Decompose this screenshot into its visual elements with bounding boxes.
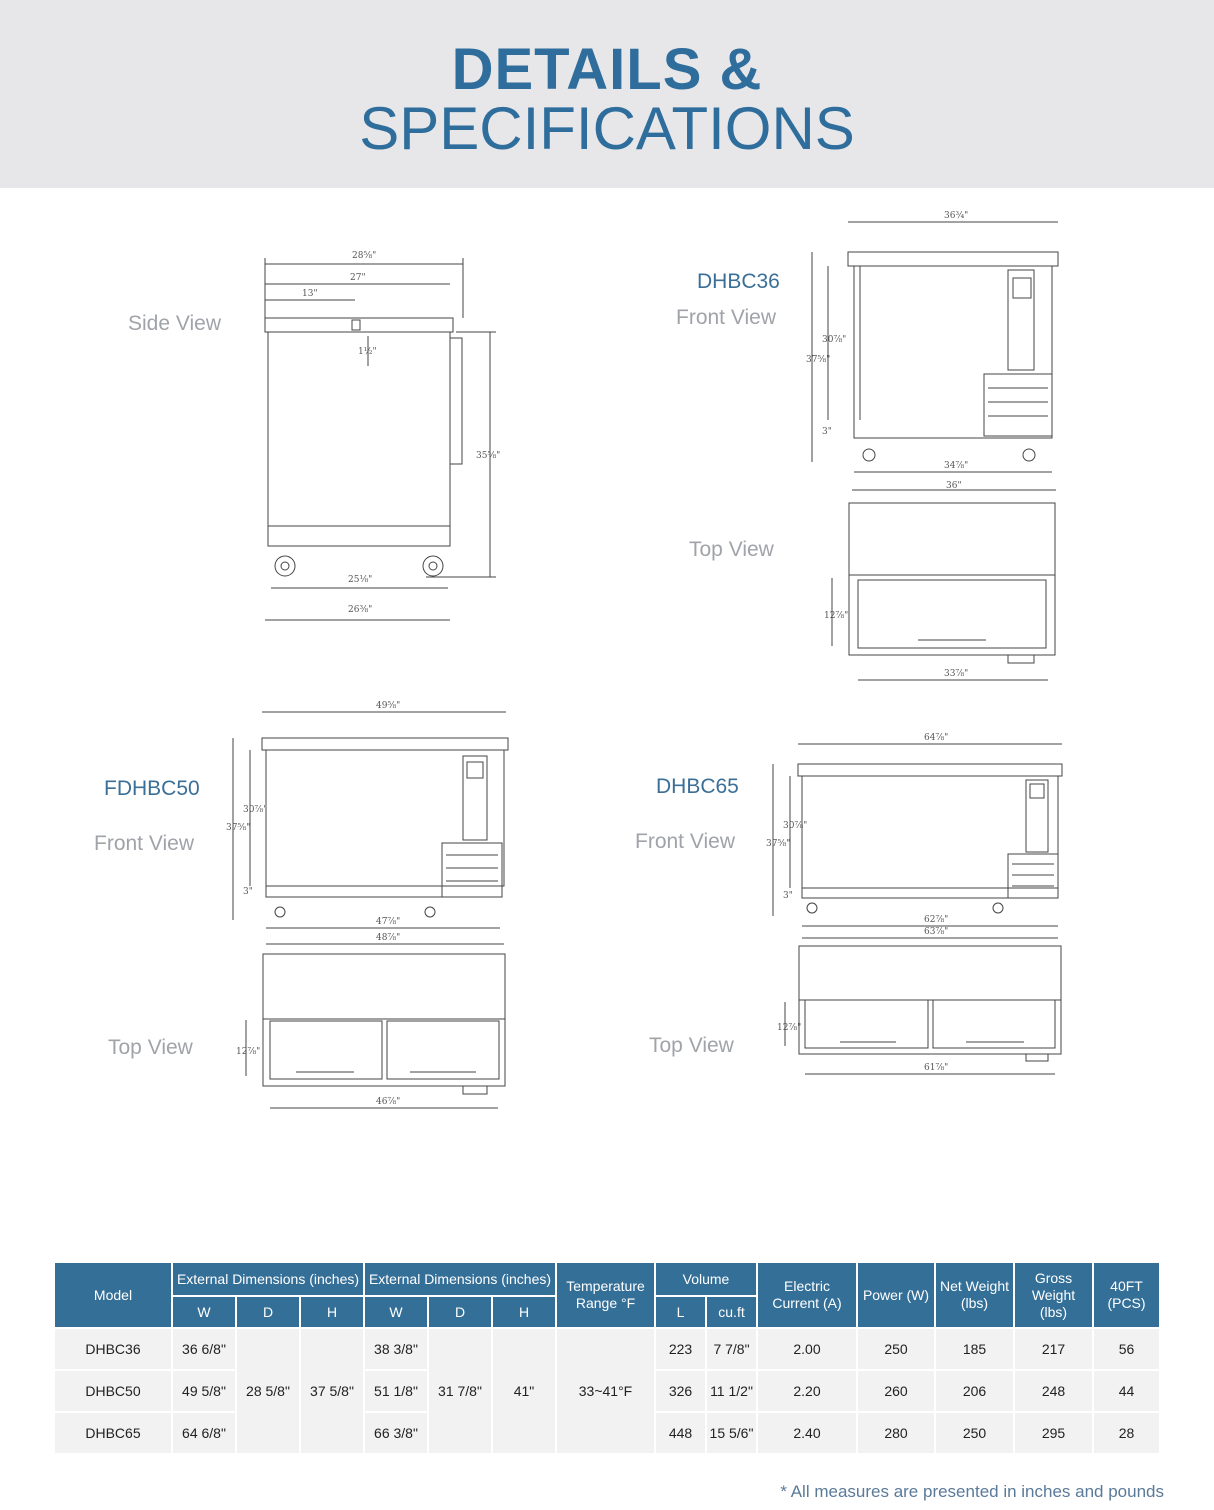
fdhbc50-front-drawing	[233, 712, 508, 944]
cell-h1: 37 5/8"	[301, 1329, 363, 1453]
technical-drawings	[0, 188, 1214, 1148]
fdhbc50-front-view-label: Front View	[94, 832, 194, 855]
footnote: * All measures are presented in inches and pounds	[780, 1482, 1164, 1501]
cell-temp: 33~41°F	[557, 1329, 654, 1453]
dhbc36-top-view-label: Top View	[689, 538, 774, 561]
cell-h2: 41"	[493, 1329, 555, 1453]
cell-l: 448	[656, 1413, 705, 1453]
cell-current: 2.20	[758, 1371, 856, 1411]
cell-w1: 36 6/8"	[173, 1329, 235, 1369]
dim-d50-top: 49⅝"	[376, 701, 401, 711]
table-row	[55, 1329, 1159, 1369]
dim-d65-61: 61⅞"	[924, 1063, 949, 1073]
dim-d50-47: 47⅞"	[376, 917, 401, 927]
cell-l: 326	[656, 1371, 705, 1411]
header-electric-current: Electric Current (A)	[758, 1263, 856, 1327]
dim-d65-63: 63⅞"	[924, 927, 949, 937]
header-d1: D	[237, 1297, 299, 1327]
header-volume-cuft: cu.ft	[707, 1297, 756, 1327]
dim-d36-36: 36"	[946, 481, 962, 491]
dim-d50-3: 3"	[243, 887, 253, 897]
dim-d65-62: 62⅞"	[924, 915, 949, 925]
cell-model: DHBC65	[55, 1413, 171, 1453]
header-volume-l: L	[656, 1297, 705, 1327]
header-power: Power (W)	[858, 1263, 934, 1327]
cell-pcs: 44	[1094, 1371, 1159, 1411]
dim-side-13: 13"	[302, 289, 318, 299]
header-w2: W	[365, 1297, 427, 1327]
dhbc65-model-label: DHBC65	[656, 775, 739, 798]
header-volume: Volume	[656, 1263, 756, 1295]
cell-d1: 28 5/8"	[237, 1329, 299, 1453]
cell-l: 223	[656, 1329, 705, 1369]
dim-d36-top: 36¾"	[944, 211, 969, 221]
header-net-weight: Net Weight (lbs)	[936, 1263, 1013, 1327]
cell-power: 280	[858, 1413, 934, 1453]
header-gross-weight: Gross Weight (lbs)	[1015, 1263, 1092, 1327]
header-external-dimensions-2: External Dimensions (inches)	[365, 1263, 555, 1295]
cell-net: 185	[936, 1329, 1013, 1369]
dim-d36-37: 37⅝"	[806, 355, 831, 365]
dim-d50-46: 46⅞"	[376, 1097, 401, 1107]
side-view-label: Side View	[128, 312, 222, 335]
cell-cuft: 15 5/6"	[707, 1413, 756, 1453]
dim-d50-12: 12⅞"	[236, 1047, 261, 1057]
dim-side-26: 26⅜"	[348, 605, 373, 615]
dim-d36-30: 30⅞"	[822, 335, 847, 345]
fdhbc50-top-view-label: Top View	[108, 1036, 193, 1059]
cell-w2: 38 3/8"	[365, 1329, 427, 1369]
specifications-table	[53, 1261, 1161, 1455]
cell-w2: 66 3/8"	[365, 1413, 427, 1453]
header-h1: H	[301, 1297, 363, 1327]
fdhbc50-top-drawing	[246, 954, 505, 1108]
page-title-line1: DETAILS &	[451, 37, 763, 102]
dhbc65-front-drawing	[773, 744, 1062, 938]
dim-side-overall: 28⅝"	[352, 251, 377, 261]
header-external-dimensions-1: External Dimensions (inches)	[173, 1263, 363, 1295]
dhbc65-top-view-label: Top View	[649, 1034, 734, 1057]
fdhbc50-model-label: FDHBC50	[104, 777, 200, 800]
header-40ft-pcs: 40FT (PCS)	[1094, 1263, 1159, 1327]
cell-gross: 248	[1015, 1371, 1092, 1411]
dim-d50-30: 30⅞"	[243, 805, 268, 815]
dim-d50-48: 48⅞"	[376, 933, 401, 943]
dim-d65-3: 3"	[783, 891, 793, 901]
dhbc36-front-drawing	[812, 222, 1058, 490]
dim-d36-34: 34⅞"	[944, 461, 969, 471]
cell-current: 2.40	[758, 1413, 856, 1453]
cell-d2: 31 7/8"	[429, 1329, 491, 1453]
cell-cuft: 7 7/8"	[707, 1329, 756, 1369]
cell-power: 250	[858, 1329, 934, 1369]
cell-net: 250	[936, 1413, 1013, 1453]
dhbc36-top-drawing	[832, 503, 1055, 680]
dim-d36-12: 12⅞"	[824, 611, 849, 621]
cell-power: 260	[858, 1371, 934, 1411]
page-title-line2: SPECIFICATIONS	[359, 95, 855, 162]
dim-side-height: 35⅝"	[476, 451, 501, 461]
dim-d65-top: 64⅞"	[924, 733, 949, 743]
cell-gross: 217	[1015, 1329, 1092, 1369]
dim-d65-12: 12⅞"	[777, 1023, 802, 1033]
dim-d50-37: 37⅝"	[226, 823, 251, 833]
cell-w2: 51 1/8"	[365, 1371, 427, 1411]
dhbc65-front-view-label: Front View	[635, 830, 735, 853]
header-d2: D	[429, 1297, 491, 1327]
header-w1: W	[173, 1297, 235, 1327]
dim-side-1-5: 1½"	[358, 347, 377, 357]
side-view-drawing	[265, 258, 496, 620]
cell-gross: 295	[1015, 1413, 1092, 1453]
dim-d36-3: 3"	[822, 427, 832, 437]
cell-current: 2.00	[758, 1329, 856, 1369]
cell-net: 206	[936, 1371, 1013, 1411]
dhbc36-front-view-label: Front View	[676, 306, 776, 329]
cell-model: DHBC50	[55, 1371, 171, 1411]
cell-w1: 49 5/8"	[173, 1371, 235, 1411]
header-banner	[0, 0, 1214, 188]
cell-pcs: 28	[1094, 1413, 1159, 1453]
header-h2: H	[493, 1297, 555, 1327]
dhbc36-model-label: DHBC36	[697, 270, 780, 293]
cell-cuft: 11 1/2"	[707, 1371, 756, 1411]
dim-d65-30: 30⅞"	[783, 821, 808, 831]
dim-side-25: 25⅛"	[348, 575, 373, 585]
header-model: Model	[55, 1263, 171, 1327]
dim-d36-33: 33⅞"	[944, 669, 969, 679]
dhbc65-top-drawing	[785, 946, 1061, 1074]
cell-pcs: 56	[1094, 1329, 1159, 1369]
cell-model: DHBC36	[55, 1329, 171, 1369]
dim-side-27: 27"	[350, 273, 366, 283]
dim-d65-37: 37⅝"	[766, 839, 791, 849]
cell-w1: 64 6/8"	[173, 1413, 235, 1453]
header-temperature-range: Temperature Range °F	[557, 1263, 654, 1327]
